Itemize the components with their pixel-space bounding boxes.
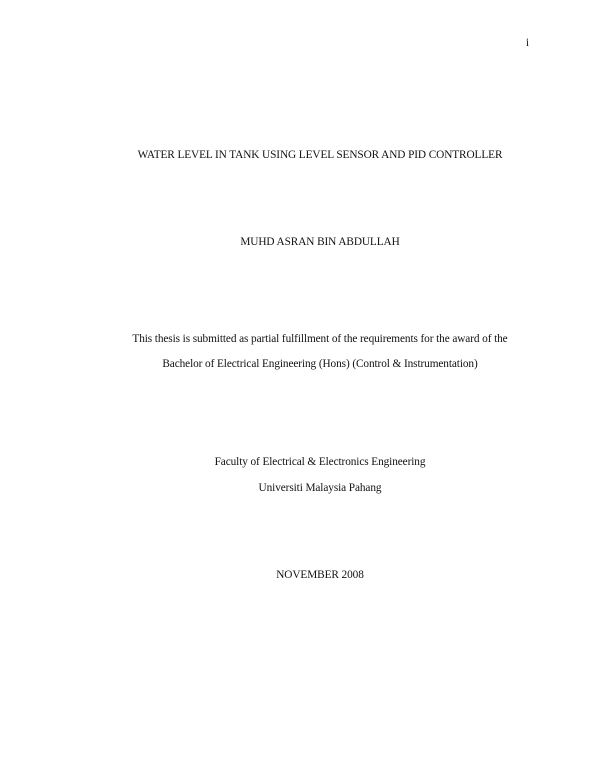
university-name: Universiti Malaysia Pahang — [258, 482, 382, 494]
degree-name: Bachelor of Electrical Engineering (Hons) (Control & Instrumentation) — [162, 358, 478, 370]
thesis-title: WATER LEVEL IN TANK USING LEVEL SENSOR AND PID CONTROLLER — [137, 149, 503, 161]
faculty-name: Faculty of Electrical & Electronics Engineering — [214, 456, 426, 468]
submission-statement-line-1: This thesis is submitted as partial fulfillment of the requirements for the award of the — [132, 333, 508, 345]
submission-date: NOVEMBER 2008 — [276, 569, 364, 581]
page-number: i — [525, 37, 529, 49]
author-name: MUHD ASRAN BIN ABDULLAH — [240, 236, 400, 248]
